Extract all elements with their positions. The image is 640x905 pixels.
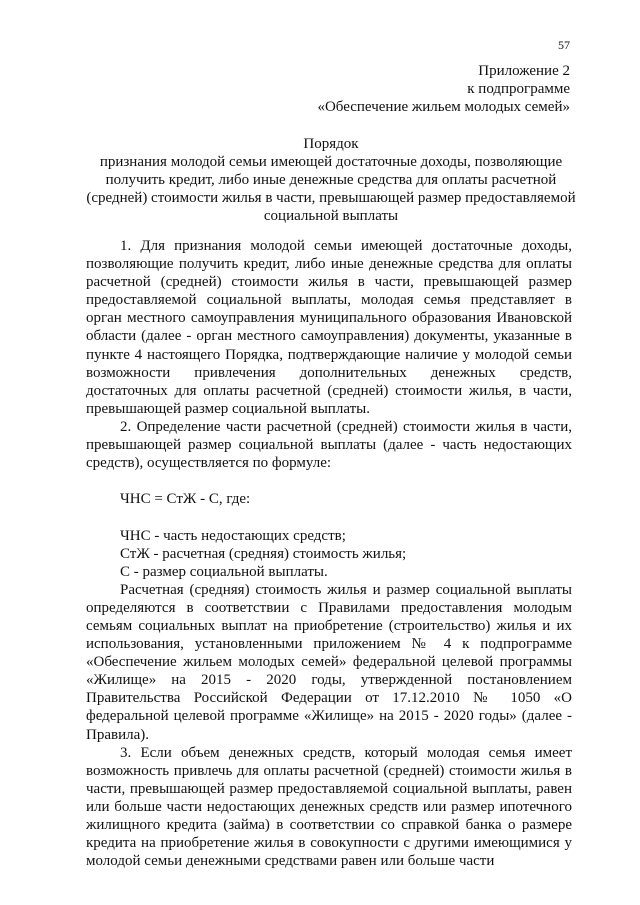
spacer (86, 508, 572, 526)
paragraph-3: Расчетная (средняя) стоимость жилья и размер социальной выплаты определяются в соответствии с Правилами предоставления молодым семьям социальных выплат на приобретение (строительство) жилья и их использования, установленными приложением № 4 к подпрограмме «Обеспечение жильем молодых семей» федеральной целевой программы «Жилище» на 2015 - 2020 годы, утвержденной постановлением Правительства Российской Федерации от 17.12.2010 № 1050 «О федеральной целевой программе «Жилище» на 2015 - 2020 годы» (далее - Правила). (86, 581, 572, 743)
spacer (86, 472, 572, 490)
paragraph-4: 3. Если объем денежных средств, который молодая семья имеет возможность привлечь для оплаты расчетной (средней) стоимости жилья в части, превышающей размер предоставляемой социальной выплаты, равен или больше части недостающих денежных средств или размер ипотечного жилищного кредита (займа) в соответствии со справкой банка о размере кредита на приобретение жилья в совокупности с другими имеющимися у молодой семьи денежными средствами равен или больше части (86, 744, 572, 870)
paragraph-2: 2. Определение части расчетной (средней) стоимости жилья в части, превышающей размер социальной выплаты (далее - часть недостающих средств), осуществляется по формуле: (86, 418, 572, 472)
heading-title: Порядок (303, 136, 359, 152)
paragraph-1: 1. Для признания молодой семьи имеющей достаточные доходы, позволяющие получить кредит, либо иные денежные средства для оплаты расчетной (средней) стоимости жилья в части, превышающей размер предоставляемой социальной выплаты, молодая семья представляет в орган местного самоуправления муниципального образования Ивановской области (далее - орган местного самоуправления) документы, указанные в пункте 4 настоящего Порядка, подтверждающие наличие у молодой семьи возможности привлечения дополнительных денежных средств, достаточных для оплаты расчетной (средней) стоимости жилья, в части, превышающей размер социальной выплаты. (86, 238, 572, 417)
appendix-line-1: Приложение 2 (478, 63, 570, 79)
appendix-line-3: «Обеспечение жильем молодых семей» (317, 99, 570, 115)
document-body (86, 237, 572, 870)
appendix-header (317, 62, 570, 116)
definition-3: С - размер социальной выплаты. (120, 563, 328, 580)
definition-1: ЧНС - часть недостающих средств; (120, 527, 346, 544)
document-heading (86, 135, 576, 225)
definition-2: СтЖ - расчетная (средняя) стоимость жилья; (120, 545, 407, 562)
heading-subtitle: признания молодой семьи имеющей достаточные доходы, позволяющие получить кредит, либо иные денежные средства для оплаты расчетной (средней) стоимости жилья в части, превышающей размер предоставляемой социальной выплаты (86, 154, 576, 224)
page-number: 57 (558, 38, 570, 52)
appendix-line-2: к подпрограмме (467, 81, 570, 97)
formula: ЧНС = СтЖ - С, где: (120, 491, 251, 508)
